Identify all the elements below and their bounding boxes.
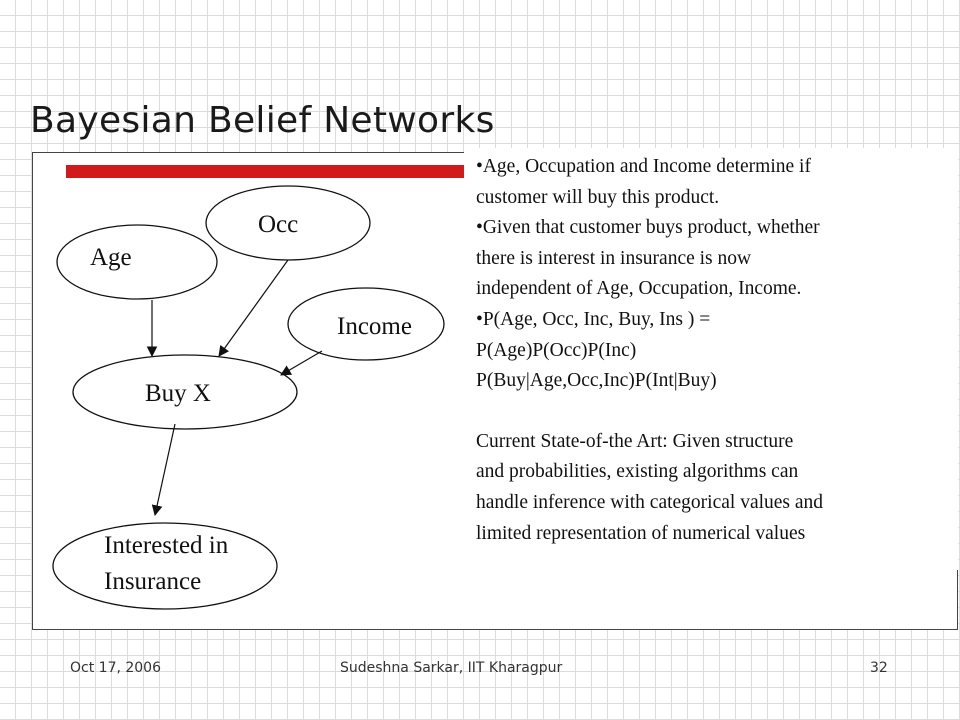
slide-title: Bayesian Belief Networks (30, 100, 495, 141)
node-occ (206, 186, 370, 260)
node-buy-x-label: Buy X (145, 380, 211, 407)
node-income-label: Income (337, 313, 412, 340)
bullet-line: P(Age)P(Occ)P(Inc) (476, 339, 637, 361)
footer-page-number: 32 (870, 660, 888, 676)
paragraph-line: handle inference with categorical values and (476, 491, 824, 513)
footer-author: Sudeshna Sarkar, IIT Kharagpur (340, 660, 563, 676)
paragraph-line: Current State-of-the Art: Given structure (476, 430, 794, 452)
edge-income-to-buy (281, 351, 322, 375)
bullet-line: P(Buy|Age,Occ,Inc)P(Int|Buy) (476, 370, 717, 392)
bullet-line: independent of Age, Occupation, Income. (476, 278, 802, 300)
bullet-line: •P(Age, Occ, Inc, Buy, Ins ) = (476, 308, 711, 330)
bullet-line: •Given that customer buys product, whether (476, 217, 820, 239)
edge-buy-to-insurance (155, 424, 175, 515)
bullet-line: •Age, Occupation and Income determine if (476, 156, 811, 177)
node-insurance-label-line2: Insurance (104, 568, 202, 595)
bullet-line: customer will buy this product. (476, 186, 720, 208)
node-insurance-label-line1: Interested in (104, 532, 229, 559)
node-buy-x (73, 355, 297, 429)
paragraph-line: limited representation of numerical values (476, 522, 806, 544)
paragraph-gap (476, 397, 952, 427)
node-interested-in-insurance (53, 523, 277, 609)
node-income (288, 288, 444, 360)
node-age (57, 225, 217, 299)
edge-occ-to-buy (219, 260, 288, 356)
explanation-panel (464, 148, 958, 570)
paragraph-line: and probabilities, existing algorithms can (476, 461, 799, 483)
footer-date: Oct 17, 2006 (70, 660, 161, 676)
bullet-line: there is interest in insurance is now (476, 247, 752, 269)
node-occ-label: Occ (258, 211, 299, 238)
node-age-label: Age (90, 244, 132, 271)
